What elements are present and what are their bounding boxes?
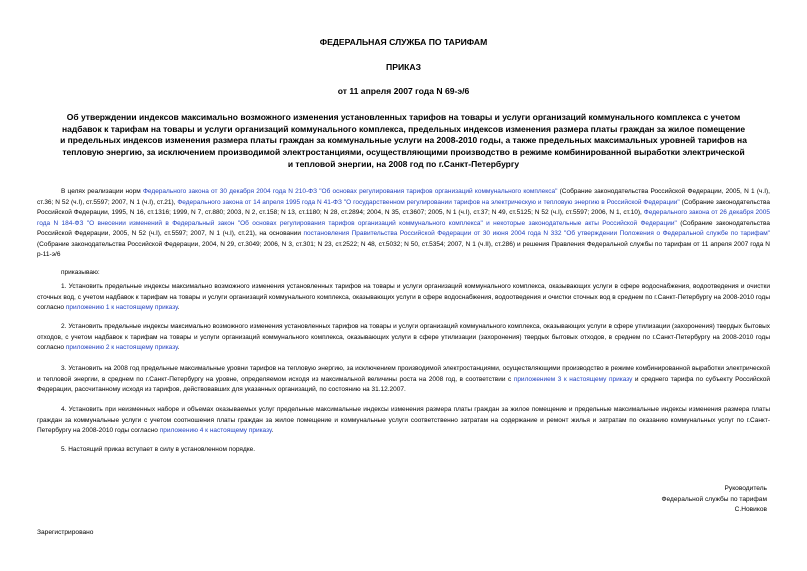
link-appendix-1[interactable]: приложению 1 к настоящему приказу (65, 304, 178, 311)
item-4-text: 4. Установить при неизменных наборе и объемах оказываемых услуг предельные максимальные индексы изменения размера платы граждан за жилое помещение и предельные максимальные индексы изменения размера платы граждан за коммунальные услуги с учетом соотношения платы граждан за жилое помещение и коммунальные услуги соответственно затратам на содержание и ремонт жилья и затратам по оказанию коммунальных услуг по г.Санкт-Петербургу на 2008-2010 годы согласно (37, 406, 770, 434)
order-word: приказываю: (61, 269, 100, 276)
link-fz-184[interactable]: Федерального закона от 26 декабря 2005 года N 184-ФЗ "О внесении изменений в Федеральный закон "Об основах регулирования тарифов организаций коммунального комплекса" и некоторые законодательные акты Российской Федерации" (37, 209, 770, 227)
item-5: 5. Настоящий приказ вступает в силу в установленном порядке. (61, 446, 256, 453)
link-appendix-4[interactable]: приложению 4 к настоящему приказу (159, 427, 272, 434)
item-3-text: 3. Установить на 2008 год предельные максимальные уровни тарифов на тепловую энергию, за исключением производимой электростанциями, осуществляющими производство в режиме комбинированной выработки электрической и тепловой энергии, в среднем по г.Санкт-Петербургу на уровне, определяемом исходя из максимальной величины роста на 2008 год, в соответствии с (37, 365, 770, 383)
intro-text-5: (Собрание законодательства Российской Федерации, 2004, N 29, ст.3049; 2006, N 3, ст.301; N 23, ст.2522; N 48, ст.5032; N 50, ст.5354; 2007, N 1 (ч.II), ст.286) и решения Правления Федеральной службы по тарифам от 11 апреля 2007 года N р-11-э/6 (37, 240, 770, 258)
link-postanovlenie-332[interactable]: постановления Правительства Российской Федерации от 30 июня 2004 года N 332 "Об утверждении Положения о Федеральной службе по тарифам" (303, 230, 770, 237)
document-type: ПРИКАЗ (386, 62, 421, 72)
item-4 (37, 405, 770, 437)
document-date-number: от 11 апреля 2007 года N 69-э/6 (337, 86, 470, 96)
agency-title: ФЕДЕРАЛЬНАЯ СЛУЖБА ПО ТАРИФАМ (319, 37, 488, 47)
item-2-end: . (177, 344, 180, 351)
item-2 (37, 322, 770, 354)
link-appendix-2[interactable]: приложению 2 к настоящему приказу (65, 344, 178, 351)
item-1-end: . (177, 304, 180, 311)
signature-agency: Федеральной службы по тарифам (661, 495, 767, 503)
item-1-text: 1. Установить предельные индексы максимально возможного изменения установленных тарифов на товары и услуги организаций коммунального комплекса, оказывающих услуги в сфере водоснабжения, водоотведения и очистки сточных вод, с учетом надбавок к тарифам на товары и услуги организаций коммунального комплекса, оказывающих услуги в сфере водоснабжения, водоотведения и очистки сточных вод в среднем по г.Санкт-Петербургу на 2008-2010 годы согласно (37, 283, 770, 311)
intro-text-2: (Собрание законодательства Российской Федерации, 2005, N 1 (ч.I), ст.36; N 52 (ч.I), ст.5597; 2007, N 1 (ч.I), ст.21), (37, 188, 770, 206)
link-fz-41[interactable]: Федерального закона от 14 апреля 1995 года N 41-ФЗ "О государственном регулировании тарифов на электрическую и тепловую энергию в Российской Федерации" (177, 198, 680, 206)
intro-text-4: (Собрание законодательства Российской Федерации, 2005, N 52 (ч.I), ст.5597; 2007, N 1 (ч.I), ст.21), на основании (37, 219, 770, 237)
link-fz-210[interactable]: Федерального закона от 30 декабря 2004 года N 210-ФЗ "Об основах регулирования тарифов организаций коммунального комплекса" (142, 188, 558, 195)
intro-text-1: В целях реализации норм (61, 188, 143, 195)
link-appendix-3[interactable]: приложением 3 к настоящему приказу (513, 375, 633, 383)
signature-name: С.Новиков (734, 506, 767, 513)
document-subject: Об утверждении индексов максимально возможного изменения установленных тарифов на товары и услуги организаций коммунального комплекса с учетом надбавок к тарифам на товары и услуги организаций коммунального комплекса, предельных индексов изменения размера платы граждан за жилое помещение и предельных индексов изменения размера платы граждан за коммунальные услуги на 2008-2010 годы, а также предельных максимальных уровней тарифов на тепловую энергию, за исключением производимой электростанциями, осуществляющими производство в режиме комбинированной выработки электрической и тепловой энергии, на 2008 год по г.Санкт-Петербургу (60, 112, 747, 169)
signature-block (662, 484, 768, 516)
signature-position: Руководитель (724, 485, 767, 492)
intro-paragraph (37, 187, 770, 261)
item-4-end: . (271, 427, 274, 434)
item-2-text: 2. Установить предельные индексы максимально возможного изменения установленных тарифов на товары и услуги организаций коммунального комплекса, оказывающих услуги в сфере утилизации (захоронения) твердых бытовых отходов, с учетом надбавок к тарифам на товары и услуги организаций коммунального комплекса, оказывающих услуги в сфере утилизации (захоронения) твердых бытовых отходов, в среднем по г.Санкт-Петербургу на 2008-2010 годы согласно (37, 323, 770, 351)
item-3-end: и среднего тарифа по субъекту Российской Федерации, рассчитанному исходя из тарифов, действовавших для указанных организаций, по состоянию на 31.12.2007. (37, 375, 770, 393)
item-1 (37, 282, 770, 314)
intro-text-3: (Собрание законодательства Российской Федерации, 1995, N 16, ст.1316; 1999, N 7, ст.880; 2003, N 2, ст.158; N 13, ст.1180; N 28, ст.2894; 2004, N 35, ст.3607; 2005, N 1 (ч.I), ст.37; N 49, ст.5125; N 52 (ч.I), ст.5597; 2006, N 1, ст.10), (37, 198, 770, 216)
item-3 (37, 364, 770, 396)
registered-note: Зарегистрировано (37, 529, 94, 536)
